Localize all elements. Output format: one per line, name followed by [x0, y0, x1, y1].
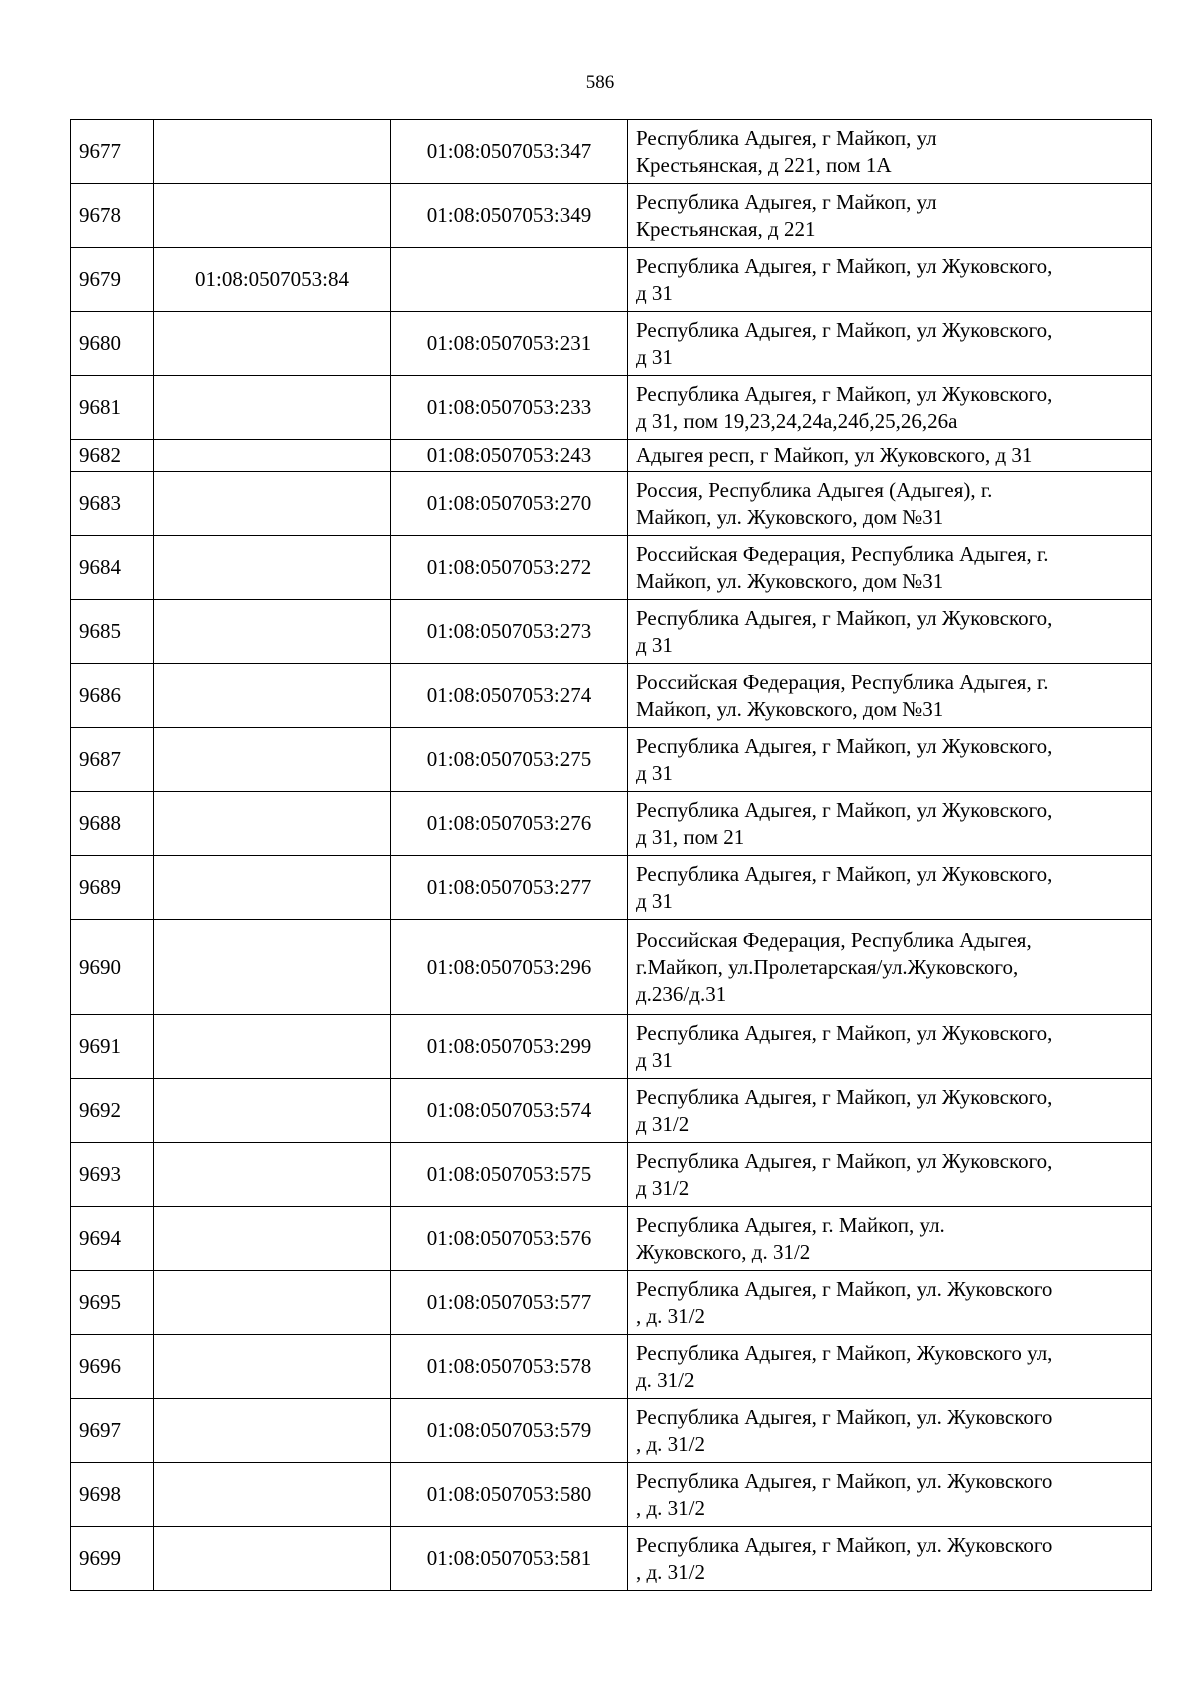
row-number: 9693	[71, 1143, 154, 1207]
cadastral-number-parcel	[154, 1463, 391, 1527]
cadastral-number-parcel	[154, 728, 391, 792]
table-row	[71, 600, 1152, 664]
address: Республика Адыгея, г. Майкоп, ул. Жуковского, д. 31/2	[628, 1207, 1152, 1271]
address: Республика Адыгея, г Майкоп, ул. Жуковского , д. 31/2	[628, 1463, 1152, 1527]
cadastral-number-object: 01:08:0507053:274	[391, 664, 628, 728]
cadastral-number-object: 01:08:0507053:243	[391, 440, 628, 472]
table-row	[71, 1207, 1152, 1271]
cadastral-number-object	[391, 248, 628, 312]
cadastral-number-object: 01:08:0507053:579	[391, 1399, 628, 1463]
table-row	[71, 1143, 1152, 1207]
row-number: 9678	[71, 184, 154, 248]
cadastral-number-object: 01:08:0507053:273	[391, 600, 628, 664]
cadastral-number-parcel: 01:08:0507053:84	[154, 248, 391, 312]
cadastral-number-object: 01:08:0507053:276	[391, 792, 628, 856]
row-number: 9697	[71, 1399, 154, 1463]
table-row	[71, 664, 1152, 728]
cadastral-number-object: 01:08:0507053:277	[391, 856, 628, 920]
row-number: 9691	[71, 1015, 154, 1079]
cadastral-number-parcel	[154, 1271, 391, 1335]
cadastral-number-parcel	[154, 184, 391, 248]
address: Республика Адыгея, г Майкоп, ул Крестьянская, д 221, пом 1А	[628, 120, 1152, 184]
address: Россия, Республика Адыгея (Адыгея), г. Майкоп, ул. Жуковского, дом №31	[628, 472, 1152, 536]
cadastral-number-object: 01:08:0507053:574	[391, 1079, 628, 1143]
table-row	[71, 184, 1152, 248]
cadastral-number-parcel	[154, 536, 391, 600]
cadastral-number-object: 01:08:0507053:576	[391, 1207, 628, 1271]
row-number: 9694	[71, 1207, 154, 1271]
cadastral-number-object: 01:08:0507053:578	[391, 1335, 628, 1399]
address: Республика Адыгея, г Майкоп, ул Жуковского, д 31	[628, 312, 1152, 376]
address: Республика Адыгея, г Майкоп, Жуковского ул, д. 31/2	[628, 1335, 1152, 1399]
row-number: 9685	[71, 600, 154, 664]
table-row	[71, 120, 1152, 184]
row-number: 9677	[71, 120, 154, 184]
table-row	[71, 1335, 1152, 1399]
table-row	[71, 1399, 1152, 1463]
table-row	[71, 440, 1152, 472]
row-number: 9689	[71, 856, 154, 920]
address: Республика Адыгея, г Майкоп, ул. Жуковского , д. 31/2	[628, 1527, 1152, 1591]
cadastral-number-parcel	[154, 1207, 391, 1271]
address: Республика Адыгея, г Майкоп, ул Жуковского, д 31	[628, 1015, 1152, 1079]
cadastral-number-parcel	[154, 120, 391, 184]
cadastral-number-parcel	[154, 920, 391, 1015]
address: Республика Адыгея, г Майкоп, ул Жуковского, д 31	[628, 728, 1152, 792]
cadastral-number-parcel	[154, 1399, 391, 1463]
address: Республика Адыгея, г Майкоп, ул Жуковского, д 31	[628, 248, 1152, 312]
address: Адыгея респ, г Майкоп, ул Жуковского, д 31	[628, 440, 1152, 472]
row-number: 9699	[71, 1527, 154, 1591]
address: Республика Адыгея, г Майкоп, ул Жуковского, д 31/2	[628, 1079, 1152, 1143]
address: Российская Федерация, Республика Адыгея, г. Майкоп, ул. Жуковского, дом №31	[628, 536, 1152, 600]
cadastral-number-parcel	[154, 1527, 391, 1591]
table-row	[71, 728, 1152, 792]
cadastral-number-parcel	[154, 664, 391, 728]
cadastral-number-parcel	[154, 472, 391, 536]
cadastral-number-object: 01:08:0507053:299	[391, 1015, 628, 1079]
row-number: 9690	[71, 920, 154, 1015]
row-number: 9692	[71, 1079, 154, 1143]
cadastral-number-object: 01:08:0507053:270	[391, 472, 628, 536]
row-number: 9698	[71, 1463, 154, 1527]
cadastral-number-object: 01:08:0507053:347	[391, 120, 628, 184]
row-number: 9687	[71, 728, 154, 792]
cadastral-number-object: 01:08:0507053:272	[391, 536, 628, 600]
cadastral-number-object: 01:08:0507053:580	[391, 1463, 628, 1527]
table-row	[71, 1015, 1152, 1079]
row-number: 9695	[71, 1271, 154, 1335]
table-row	[71, 312, 1152, 376]
row-number: 9696	[71, 1335, 154, 1399]
address: Республика Адыгея, г Майкоп, ул Жуковского, д 31, пом 21	[628, 792, 1152, 856]
row-number: 9682	[71, 440, 154, 472]
row-number: 9679	[71, 248, 154, 312]
row-number: 9688	[71, 792, 154, 856]
address: Республика Адыгея, г Майкоп, ул Жуковского, д 31	[628, 856, 1152, 920]
table-row	[71, 1271, 1152, 1335]
address: Республика Адыгея, г Майкоп, ул. Жуковского , д. 31/2	[628, 1271, 1152, 1335]
table-row	[71, 1079, 1152, 1143]
row-number: 9681	[71, 376, 154, 440]
cadastral-number-object: 01:08:0507053:575	[391, 1143, 628, 1207]
row-number: 9680	[71, 312, 154, 376]
table-row	[71, 1527, 1152, 1591]
address: Российская Федерация, Республика Адыгея, г. Майкоп, ул. Жуковского, дом №31	[628, 664, 1152, 728]
cadastral-number-parcel	[154, 600, 391, 664]
cadastral-number-parcel	[154, 1335, 391, 1399]
cadastral-number-object: 01:08:0507053:231	[391, 312, 628, 376]
cadastral-number-parcel	[154, 1143, 391, 1207]
table-row	[71, 792, 1152, 856]
address: Республика Адыгея, г Майкоп, ул Крестьянская, д 221	[628, 184, 1152, 248]
cadastral-number-object: 01:08:0507053:577	[391, 1271, 628, 1335]
registry-table	[70, 119, 1152, 1591]
row-number: 9683	[71, 472, 154, 536]
cadastral-number-object: 01:08:0507053:275	[391, 728, 628, 792]
table-row	[71, 376, 1152, 440]
cadastral-number-object: 01:08:0507053:581	[391, 1527, 628, 1591]
table-row	[71, 472, 1152, 536]
table-row	[71, 920, 1152, 1015]
table-row	[71, 1463, 1152, 1527]
cadastral-number-parcel	[154, 1015, 391, 1079]
address: Республика Адыгея, г Майкоп, ул Жуковского, д 31	[628, 600, 1152, 664]
row-number: 9684	[71, 536, 154, 600]
cadastral-number-object: 01:08:0507053:233	[391, 376, 628, 440]
cadastral-number-object: 01:08:0507053:296	[391, 920, 628, 1015]
table-row	[71, 856, 1152, 920]
row-number: 9686	[71, 664, 154, 728]
address: Республика Адыгея, г Майкоп, ул. Жуковского , д. 31/2	[628, 1399, 1152, 1463]
address: Российская Федерация, Республика Адыгея, г.Майкоп, ул.Пролетарская/ул.Жуковского, д.236/д.31	[628, 920, 1152, 1015]
cadastral-number-parcel	[154, 440, 391, 472]
cadastral-number-parcel	[154, 856, 391, 920]
cadastral-number-parcel	[154, 376, 391, 440]
cadastral-number-parcel	[154, 792, 391, 856]
table-row	[71, 248, 1152, 312]
cadastral-number-object: 01:08:0507053:349	[391, 184, 628, 248]
page-number: 586	[585, 72, 615, 93]
registry-table-body	[71, 120, 1152, 1591]
table-row	[71, 536, 1152, 600]
cadastral-number-parcel	[154, 312, 391, 376]
address: Республика Адыгея, г Майкоп, ул Жуковского, д 31/2	[628, 1143, 1152, 1207]
address: Республика Адыгея, г Майкоп, ул Жуковского, д 31, пом 19,23,24,24а,24б,25,26,26а	[628, 376, 1152, 440]
cadastral-number-parcel	[154, 1079, 391, 1143]
